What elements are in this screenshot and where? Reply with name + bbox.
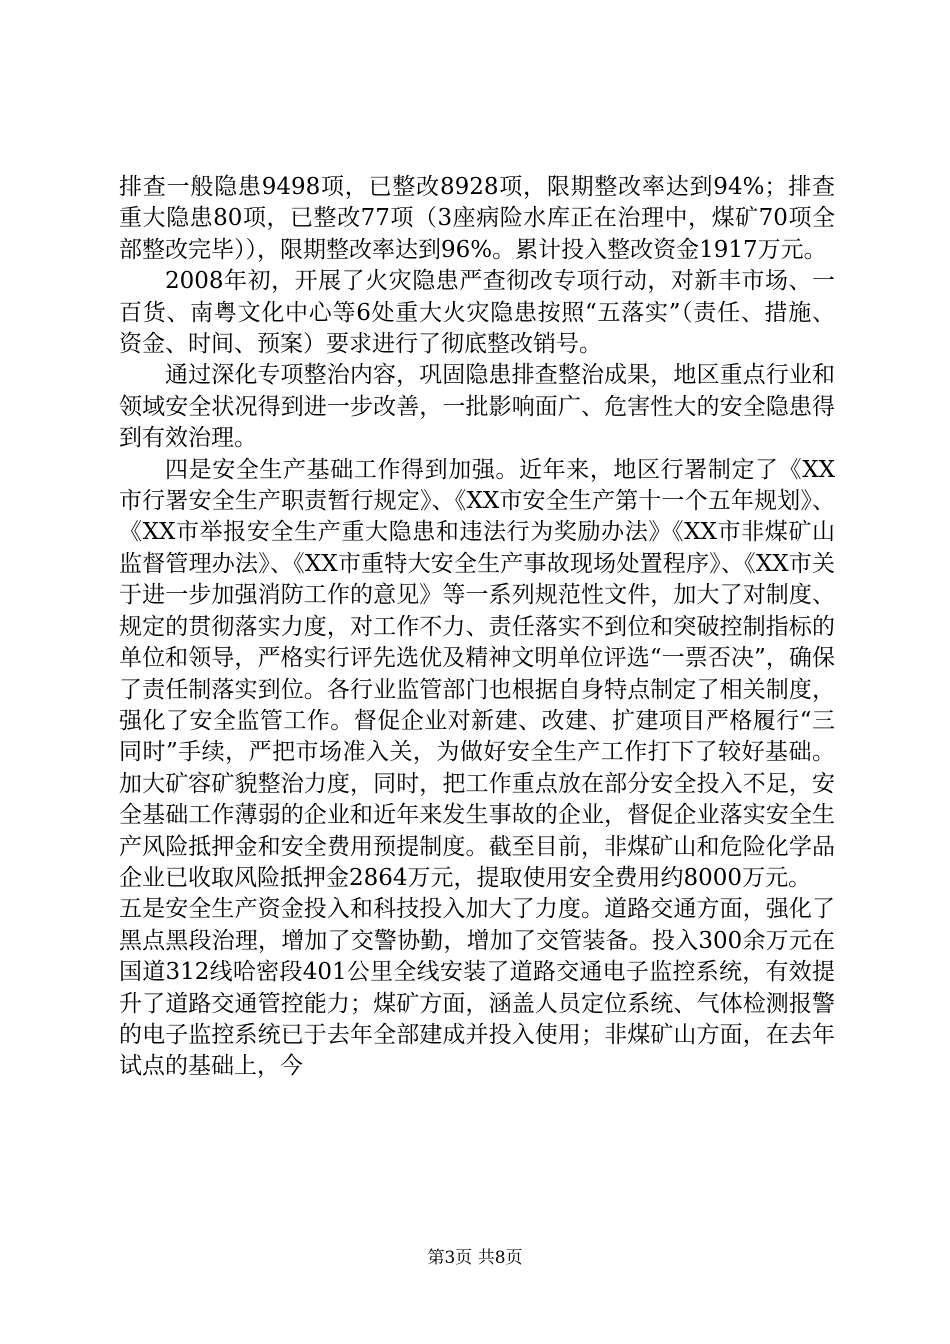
paragraph-safety-foundation: 四是安全生产基础工作得到加强。近年来，地区行署制定了《XX市行署安全生产职责暂行规定》、《XX市安全生产第十一个五年规划》、《XX市举报安全生产重大隐患和违法行为奖励办法》《XX市非煤矿山监督管理办法》、《XX市重特大安全生产事故现场处置程序》、《XX市关于进一步加强消防工作的意见》等一系列规范性文件，加大了对制度、规定的贯彻落实力度，对工作不力、责任落实不到位和突破控制指标的单位和领导，严格实行评先选优及精神文明单位评选“一票否决”，确保了责任制落实到位。各行业监管部门也根据自身特点制定了相关制度，强化了安全监管工作。督促企业对新建、改建、扩建项目严格履行“三同时”手续，严把市场准入关，为做好安全生产工作打下了较好基础。加大矿容矿貌整治力度，同时，把工作重点放在部分安全投入不足，安全基础工作薄弱的企业和近年来发生事故的企业，督促企业落实安全生产风险抵押金和安全费用预提制度。截至目前，非煤矿山和危险化学品企业已收取风险抵押金2864万元，提取使用安全费用约8000万元。 [119, 456, 835, 891]
paragraph-hidden-danger-stats: 排查一般隐患9498项，已整改8928项，限期整改率达到94%；排查重大隐患80项，已整改77项（3座病险水库正在治理中，煤矿70项全部整改完毕）），限期整改率达到96%。累计投入整改资金1917万元。 [119, 174, 835, 263]
page-number-footer: 第3页 共8页 [427, 1248, 523, 1268]
paragraph-capital-investment: 五是安全生产资金投入和科技投入加大了力度。道路交通方面，强化了黑点黑段治理，增加了交警协勤，增加了交管装备。投入300余万元在国道312线哈密段401公里全线安装了道路交通电子监控系统，有效提升了道路交通管控能力；煤矿方面，涵盖人员定位系统、气体检测报警的电子监控系统已于去年全部建成并投入使用；非煤矿山方面，在去年试点的基础上，今 [119, 896, 835, 1080]
document-body [119, 172, 835, 1083]
paragraph-fire-hazard-action: 2008年初，开展了火灾隐患严查彻改专项行动，对新丰市场、一百货、南粤文化中心等6处重大火灾隐患按照“五落实”（责任、措施、资金、时间、预案）要求进行了彻底整改销号。 [119, 268, 835, 358]
paragraph-rectification-results: 通过深化专项整治内容，巩固隐患排查整治成果，地区重点行业和领域安全状况得到进一步改善，一批影响面广、危害性大的安全隐患得到有效治理。 [119, 362, 835, 452]
